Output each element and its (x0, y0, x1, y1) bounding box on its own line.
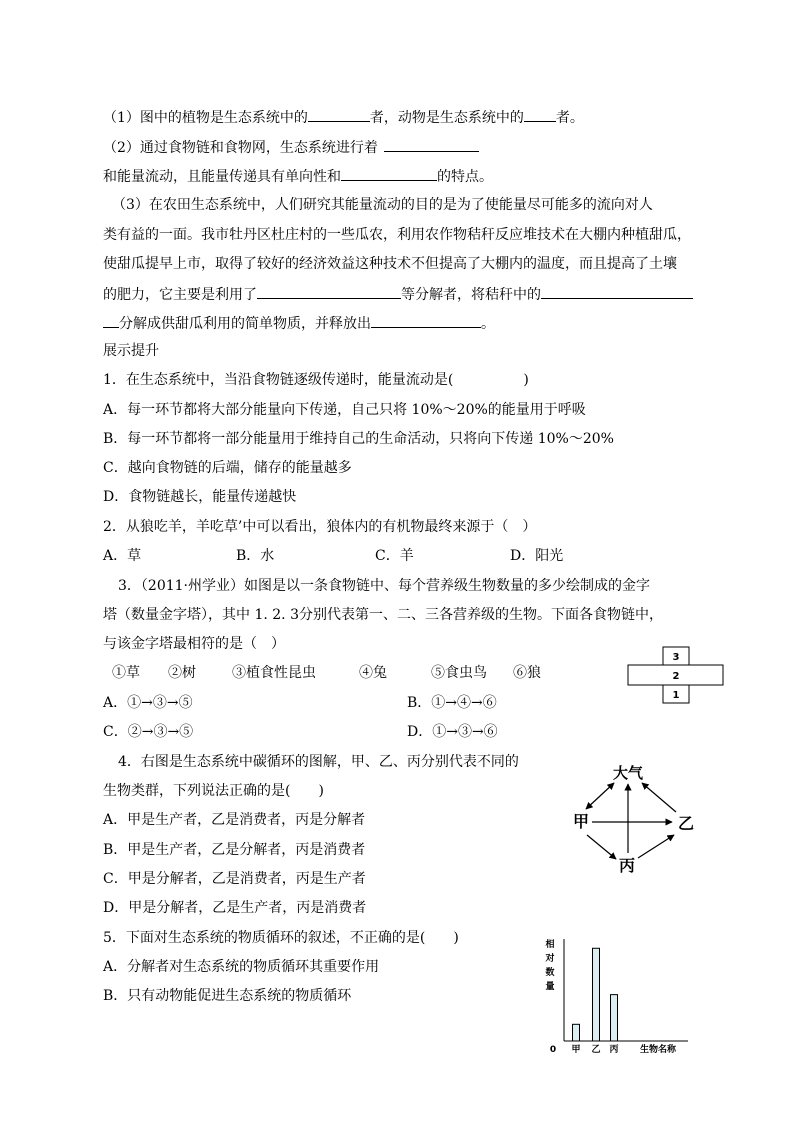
q2-option-c[interactable]: C．羊 (375, 548, 414, 564)
blank[interactable] (541, 284, 693, 299)
node-bing: 丙 (618, 856, 636, 875)
q4-stem-line-2: 生物类群，下列说法正确的是( ) (103, 783, 324, 799)
chart-ylabel-text: 相对数量 (545, 940, 555, 992)
chart-ylabel (544, 938, 554, 992)
bar-1 (573, 1024, 580, 1041)
chart-xlabel: 生物名称 (639, 1045, 677, 1055)
q5-option-b[interactable]: B．只有动物能促进生态系统的物质循环 (103, 988, 352, 1004)
blank[interactable] (524, 107, 556, 122)
pyramid-label: 2 (672, 671, 680, 682)
q4-option-a[interactable]: A．甲是生产者，乙是消费者，丙是分解者 (103, 812, 366, 828)
q-fill-3-line-2: 类有益的一面。我市牡丹区杜庄村的一些瓜农，利用农作物秸秆反应堆技术在大棚内种植甜瓜， (103, 227, 691, 243)
carbon-cycle-diagram (568, 755, 703, 880)
q-fill-2-text-a: （2）通过食物链和食物网，生态系统进行着 (103, 140, 378, 156)
blank[interactable] (341, 166, 437, 181)
q3-option-d[interactable]: D．①→③→⑥ (407, 724, 498, 740)
bar-chart (538, 935, 698, 1060)
q-fill-1-text-b: 者，动物是生态系统中的 (369, 110, 524, 126)
node-yi: 乙 (677, 814, 695, 833)
q3-option-b[interactable]: B．①→④→⑥ (407, 695, 497, 711)
q3-item: ②树 (168, 665, 196, 681)
pyramid-label: 1 (672, 690, 680, 701)
node-atmosphere: 大气 (612, 764, 644, 782)
q1-stem: 1．在生态系统中，当沿食物链逐级传递时，能量流动是( ) (103, 372, 529, 388)
blank[interactable] (257, 284, 401, 299)
blank[interactable] (384, 137, 479, 152)
q2-stem: 2．从狼吃羊，羊吃草’中可以看出，狼体内的有机物最终来源于（ ） (103, 519, 537, 535)
bar-3 (611, 995, 618, 1041)
q1-option-a[interactable]: A．每一环节都将大部分能量向下传递，自己只将 10%～20%的能量用于呼吸 (103, 402, 586, 418)
q4-stem-line-1: 4．右图是生态系统中碳循环的图解，甲、乙、丙分别代表不同的 (118, 754, 519, 770)
q-fill-3-line-4 (103, 284, 693, 304)
node-jia: 甲 (572, 812, 590, 831)
q-fill-3-text-e1: 分解成供甜瓜利用的简单物质，并释放出 (119, 316, 371, 332)
q-fill-3-text-d1: 的肥力，它主要是利用了 (103, 287, 257, 303)
q-fill-3-line-5 (103, 313, 495, 333)
q3-stem-line-3: 与该金字塔最相符的是（ ） (103, 636, 285, 652)
q-fill-3-line-3: 使甜瓜提早上市，取得了较好的经济效益这种技术不但提高了大棚内的温度，而且提高了土壤 (103, 256, 677, 272)
q3-item: ⑥狼 (513, 665, 541, 681)
q-fill-2-text-c: 的特点。 (437, 169, 493, 185)
q3-item: ③植食性昆虫 (232, 665, 316, 681)
q-fill-1 (103, 107, 584, 127)
x-tick-label: 丙 (609, 1045, 619, 1055)
arrow-atmosphere-jia (586, 783, 614, 809)
q4-option-c[interactable]: C．甲是分解者，乙是消费者，丙是生产者 (103, 871, 366, 887)
q5-option-a[interactable]: A．分解者对生态系统的物质循环其重要作用 (103, 959, 380, 975)
q3-stem-line-1: 3．（2011·州学业）如图是以一条食物链中、每个营养级生物数量的多少绘制成的金字 (118, 578, 650, 594)
arrow-yi-atmosphere (642, 783, 676, 812)
q-fill-2-text-b: 和能量流动，且能量传递具有单向性和 (103, 169, 341, 185)
q5-stem: 5．下面对生态系统的物质循环的叙述，不正确的是( ) (103, 930, 459, 946)
q-fill-1-text-a: （1）图中的植物是生态系统中的 (103, 110, 308, 126)
bar-2 (593, 948, 600, 1041)
chart-origin-label: 0 (549, 1045, 557, 1055)
q-fill-3-line-1: （3）在农田生态系统中，人们研究其能量流动的目的是为了使能量尽可能多的流向对人 (112, 197, 653, 213)
q1-option-c[interactable]: C．越向食物链的后端，储存的能量越多 (103, 460, 352, 476)
q3-item: ④兔 (359, 665, 387, 681)
arrow-bing-yi (638, 835, 674, 858)
q4-option-d[interactable]: D．甲是分解者，乙是生产者，丙是消费者 (103, 900, 367, 916)
q4-option-b[interactable]: B．甲是生产者，乙是分解者，丙是消费者 (103, 842, 366, 858)
q3-option-a[interactable]: A．①→③→⑤ (103, 695, 193, 711)
q2-option-b[interactable]: B．水 (236, 548, 275, 564)
q3-item: ①草 (112, 665, 140, 681)
q2-option-d[interactable]: D．阳光 (510, 548, 564, 564)
pyramid-label: 3 (672, 652, 680, 663)
x-tick-label: 乙 (591, 1045, 601, 1055)
q3-item: ⑤食虫鸟 (431, 665, 487, 681)
q-fill-2a (103, 137, 479, 157)
section-title: 展示提升 (103, 343, 159, 359)
blank[interactable] (371, 313, 481, 328)
blank[interactable] (308, 107, 370, 122)
q-fill-2b (103, 166, 493, 186)
q3-option-c[interactable]: C．②→③→⑤ (103, 724, 194, 740)
q-fill-1-text-c: 者。 (555, 110, 584, 126)
q3-stem-line-2: 塔（数量金字塔），其中 1. 2. 3分别代表第一、二、三各营养级的生物。下面各食物链中， (103, 607, 663, 623)
q1-option-d[interactable]: D．食物链越长，能量传递越快 (103, 489, 297, 505)
blank[interactable] (103, 313, 119, 328)
x-tick-label: 甲 (571, 1045, 581, 1055)
arrow-jia-bing (587, 835, 616, 859)
q-fill-3-text-d2: 等分解者，将秸秆中的 (401, 287, 541, 303)
q-fill-3-text-e2: 。 (481, 316, 495, 332)
q2-option-a[interactable]: A．草 (103, 548, 142, 564)
pyramid-figure (625, 645, 725, 707)
q1-option-b[interactable]: B．每一环节都将一部分能量用于维持自己的生命活动，只将向下传递 10%～20% (103, 431, 614, 447)
